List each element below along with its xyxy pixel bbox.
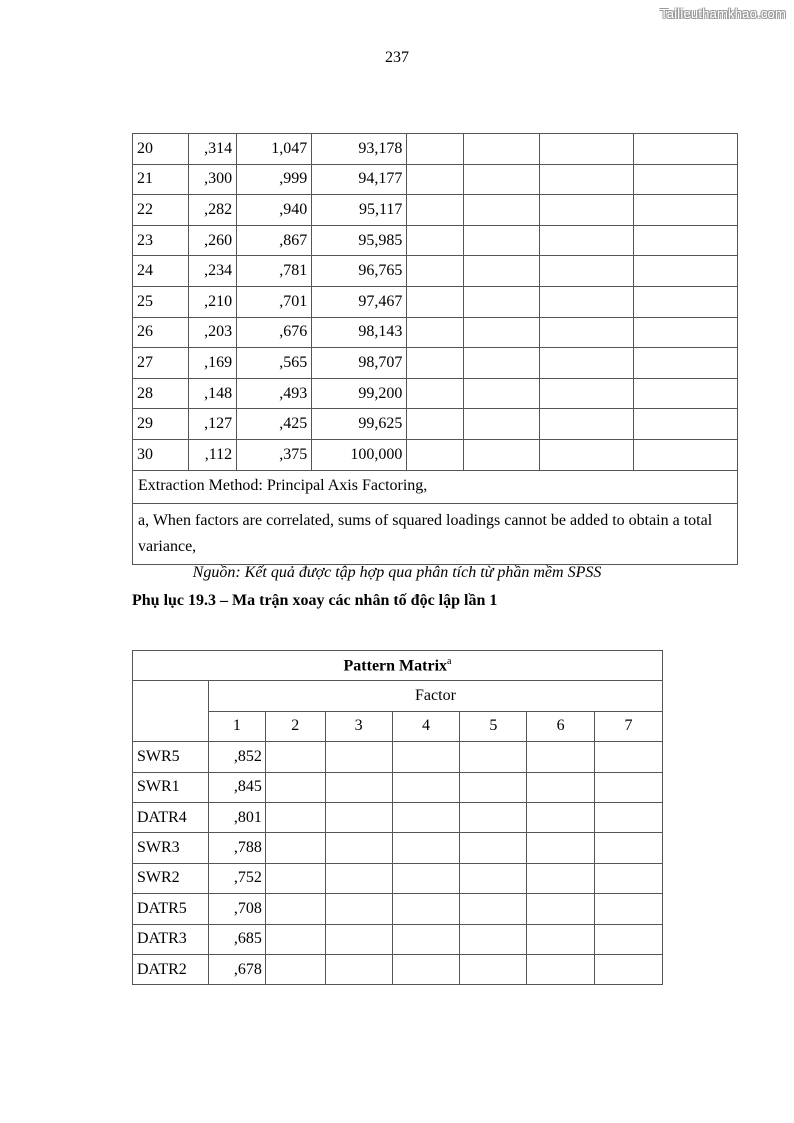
percent-variance-cell: ,676 xyxy=(237,317,312,348)
cumulative-percent-cell: 98,143 xyxy=(312,317,407,348)
variable-label: SWR2 xyxy=(133,863,209,893)
empty-cell xyxy=(633,134,737,165)
cumulative-percent-cell: 98,707 xyxy=(312,348,407,379)
empty-cell xyxy=(460,863,527,893)
variable-label: SWR5 xyxy=(133,742,209,772)
empty-cell xyxy=(539,225,633,256)
factor-number-cell: 27 xyxy=(133,348,189,379)
variable-label: SWR1 xyxy=(133,772,209,802)
page-number: 237 xyxy=(385,49,409,66)
factor-number-cell: 30 xyxy=(133,439,189,470)
factor-loading: ,852 xyxy=(208,742,265,772)
empty-cell xyxy=(633,348,737,379)
extraction-note-row xyxy=(133,470,738,503)
eigenvalue-total-cell: ,112 xyxy=(189,439,237,470)
factor-number-cell: 20 xyxy=(133,134,189,165)
empty-cell xyxy=(392,742,460,772)
percent-variance-cell: ,940 xyxy=(237,195,312,226)
factor-loading: ,685 xyxy=(208,924,265,954)
eigenvalue-total-cell: ,260 xyxy=(189,225,237,256)
extraction-note: Extraction Method: Principal Axis Factoring, xyxy=(133,470,738,503)
factor-number-cell: 26 xyxy=(133,317,189,348)
factor-header: Factor xyxy=(208,681,662,711)
cumulative-percent-cell: 99,200 xyxy=(312,378,407,409)
empty-cell xyxy=(633,378,737,409)
factor-number-header: 6 xyxy=(527,711,595,741)
empty-cell xyxy=(460,802,527,832)
variance-row xyxy=(133,409,738,440)
pattern-title-text: Pattern Matrix xyxy=(343,657,448,675)
empty-cell xyxy=(265,954,325,984)
factor-number-cell: 25 xyxy=(133,286,189,317)
pattern-row xyxy=(133,954,663,984)
pattern-row xyxy=(133,802,663,832)
eigenvalue-total-cell: ,300 xyxy=(189,164,237,195)
empty-cell xyxy=(392,802,460,832)
factor-loading: ,752 xyxy=(208,863,265,893)
pattern-row xyxy=(133,833,663,863)
empty-cell xyxy=(407,195,463,226)
empty-cell xyxy=(265,863,325,893)
total-variance-table xyxy=(132,133,738,565)
empty-cell xyxy=(595,954,663,984)
empty-cell xyxy=(325,802,392,832)
empty-cell xyxy=(325,742,392,772)
percent-variance-cell: ,493 xyxy=(237,378,312,409)
cumulative-percent-cell: 95,985 xyxy=(312,225,407,256)
empty-cell xyxy=(463,317,539,348)
empty-cell xyxy=(325,894,392,924)
empty-cell xyxy=(265,833,325,863)
empty-cell xyxy=(539,286,633,317)
factor-number-cell: 28 xyxy=(133,378,189,409)
percent-variance-cell: ,375 xyxy=(237,439,312,470)
empty-cell xyxy=(527,894,595,924)
factor-number-header: 7 xyxy=(595,711,663,741)
percent-variance-cell: 1,047 xyxy=(237,134,312,165)
empty-cell xyxy=(463,348,539,379)
empty-cell xyxy=(595,802,663,832)
pattern-row xyxy=(133,924,663,954)
empty-cell xyxy=(463,439,539,470)
empty-cell xyxy=(460,924,527,954)
variance-row xyxy=(133,195,738,226)
factor-number-header: 1 xyxy=(208,711,265,741)
empty-cell xyxy=(527,954,595,984)
cumulative-percent-cell: 99,625 xyxy=(312,409,407,440)
empty-cell xyxy=(407,348,463,379)
eigenvalue-total-cell: ,203 xyxy=(189,317,237,348)
empty-cell xyxy=(595,894,663,924)
variance-row xyxy=(133,439,738,470)
variance-row xyxy=(133,348,738,379)
variance-row xyxy=(133,256,738,287)
empty-cell xyxy=(595,742,663,772)
variance-row xyxy=(133,164,738,195)
variable-label: SWR3 xyxy=(133,833,209,863)
empty-cell xyxy=(407,164,463,195)
eigenvalue-total-cell: ,282 xyxy=(189,195,237,226)
empty-cell xyxy=(539,134,633,165)
empty-cell xyxy=(527,924,595,954)
pattern-row xyxy=(133,894,663,924)
empty-cell xyxy=(539,195,633,226)
eigenvalue-total-cell: ,169 xyxy=(189,348,237,379)
empty-cell xyxy=(392,954,460,984)
empty-cell xyxy=(633,317,737,348)
empty-cell xyxy=(539,317,633,348)
variance-row xyxy=(133,317,738,348)
empty-cell xyxy=(633,225,737,256)
empty-cell xyxy=(392,924,460,954)
factor-number-cell: 23 xyxy=(133,225,189,256)
empty-cell xyxy=(527,802,595,832)
empty-cell xyxy=(595,924,663,954)
eigenvalue-total-cell: ,314 xyxy=(189,134,237,165)
cumulative-percent-cell: 97,467 xyxy=(312,286,407,317)
factor-number-cell: 29 xyxy=(133,409,189,440)
empty-cell xyxy=(460,772,527,802)
percent-variance-cell: ,565 xyxy=(237,348,312,379)
empty-cell xyxy=(595,833,663,863)
variable-label: DATR3 xyxy=(133,924,209,954)
empty-cell xyxy=(325,863,392,893)
cumulative-percent-cell: 94,177 xyxy=(312,164,407,195)
pattern-matrix-table xyxy=(132,650,663,985)
cumulative-percent-cell: 93,178 xyxy=(312,134,407,165)
empty-cell xyxy=(460,833,527,863)
empty-cell xyxy=(460,954,527,984)
empty-cell xyxy=(463,225,539,256)
empty-cell xyxy=(463,409,539,440)
factor-number-header: 5 xyxy=(460,711,527,741)
factor-loading: ,788 xyxy=(208,833,265,863)
empty-cell xyxy=(265,924,325,954)
factor-loading: ,708 xyxy=(208,894,265,924)
factor-header-row xyxy=(133,681,663,711)
cumulative-percent-cell: 100,000 xyxy=(312,439,407,470)
percent-variance-cell: ,999 xyxy=(237,164,312,195)
empty-cell xyxy=(527,863,595,893)
variance-row xyxy=(133,286,738,317)
empty-cell xyxy=(633,164,737,195)
empty-cell xyxy=(539,378,633,409)
source-caption: Nguồn: Kết quả được tập hợp qua phân tích từ phần mềm SPSS xyxy=(192,564,602,581)
factor-loading: ,845 xyxy=(208,772,265,802)
factor-loading: ,801 xyxy=(208,802,265,832)
factor-number-cell: 24 xyxy=(133,256,189,287)
pattern-row xyxy=(133,863,663,893)
empty-cell xyxy=(325,772,392,802)
empty-cell xyxy=(527,742,595,772)
empty-cell xyxy=(407,409,463,440)
empty-cell xyxy=(265,742,325,772)
empty-cell xyxy=(539,439,633,470)
empty-cell xyxy=(463,378,539,409)
variable-label: DATR5 xyxy=(133,894,209,924)
pattern-matrix-title xyxy=(133,651,663,681)
factor-number-cell: 21 xyxy=(133,164,189,195)
empty-cell xyxy=(539,164,633,195)
empty-cell xyxy=(595,772,663,802)
factor-number-cell: 22 xyxy=(133,195,189,226)
cumulative-percent-cell: 95,117 xyxy=(312,195,407,226)
empty-cell xyxy=(633,286,737,317)
pattern-row xyxy=(133,772,663,802)
percent-variance-cell: ,425 xyxy=(237,409,312,440)
eigenvalue-total-cell: ,234 xyxy=(189,256,237,287)
footnote-a: a, When factors are correlated, sums of squared loadings cannot be added to obtain a total variance, xyxy=(133,503,738,564)
empty-cell xyxy=(392,772,460,802)
factor-loading: ,678 xyxy=(208,954,265,984)
variable-label: DATR2 xyxy=(133,954,209,984)
footnote-row xyxy=(133,503,738,564)
variable-label: DATR4 xyxy=(133,802,209,832)
empty-cell xyxy=(463,286,539,317)
empty-cell xyxy=(407,134,463,165)
empty-cell xyxy=(392,833,460,863)
empty-cell xyxy=(325,954,392,984)
empty-cell xyxy=(633,409,737,440)
percent-variance-cell: ,701 xyxy=(237,286,312,317)
eigenvalue-total-cell: ,127 xyxy=(189,409,237,440)
cumulative-percent-cell: 96,765 xyxy=(312,256,407,287)
percent-variance-cell: ,781 xyxy=(237,256,312,287)
empty-cell xyxy=(595,863,663,893)
empty-cell xyxy=(527,833,595,863)
empty-cell xyxy=(633,195,737,226)
variance-row xyxy=(133,225,738,256)
empty-cell xyxy=(407,286,463,317)
eigenvalue-total-cell: ,148 xyxy=(189,378,237,409)
empty-cell xyxy=(633,256,737,287)
empty-cell xyxy=(325,924,392,954)
percent-variance-cell: ,867 xyxy=(237,225,312,256)
empty-cell xyxy=(407,439,463,470)
factor-number-row xyxy=(133,711,663,741)
pattern-title-row xyxy=(133,651,663,681)
empty-cell xyxy=(460,742,527,772)
empty-cell xyxy=(407,317,463,348)
empty-cell xyxy=(527,772,595,802)
empty-cell xyxy=(265,802,325,832)
appendix-title: Phụ lục 19.3 – Ma trận xoay các nhân tố độc lập lần 1 xyxy=(132,592,498,609)
empty-cell xyxy=(463,134,539,165)
empty-cell xyxy=(463,256,539,287)
variance-row xyxy=(133,378,738,409)
empty-cell xyxy=(265,894,325,924)
empty-cell xyxy=(633,439,737,470)
factor-number-header: 2 xyxy=(265,711,325,741)
pattern-row xyxy=(133,742,663,772)
empty-cell xyxy=(460,894,527,924)
empty-cell xyxy=(392,894,460,924)
empty-cell xyxy=(463,195,539,226)
empty-cell xyxy=(265,772,325,802)
watermark: Tailieuthamkhao.com xyxy=(660,6,786,21)
factor-number-header: 4 xyxy=(392,711,460,741)
empty-cell xyxy=(463,164,539,195)
empty-cell xyxy=(539,348,633,379)
empty-cell xyxy=(407,225,463,256)
variance-row xyxy=(133,134,738,165)
empty-cell xyxy=(325,833,392,863)
empty-cell xyxy=(539,256,633,287)
empty-cell xyxy=(539,409,633,440)
factor-number-header: 3 xyxy=(325,711,392,741)
empty-cell xyxy=(407,378,463,409)
row-label-header xyxy=(133,681,209,742)
pattern-title-superscript: a xyxy=(447,656,452,668)
empty-cell xyxy=(407,256,463,287)
empty-cell xyxy=(392,863,460,893)
eigenvalue-total-cell: ,210 xyxy=(189,286,237,317)
